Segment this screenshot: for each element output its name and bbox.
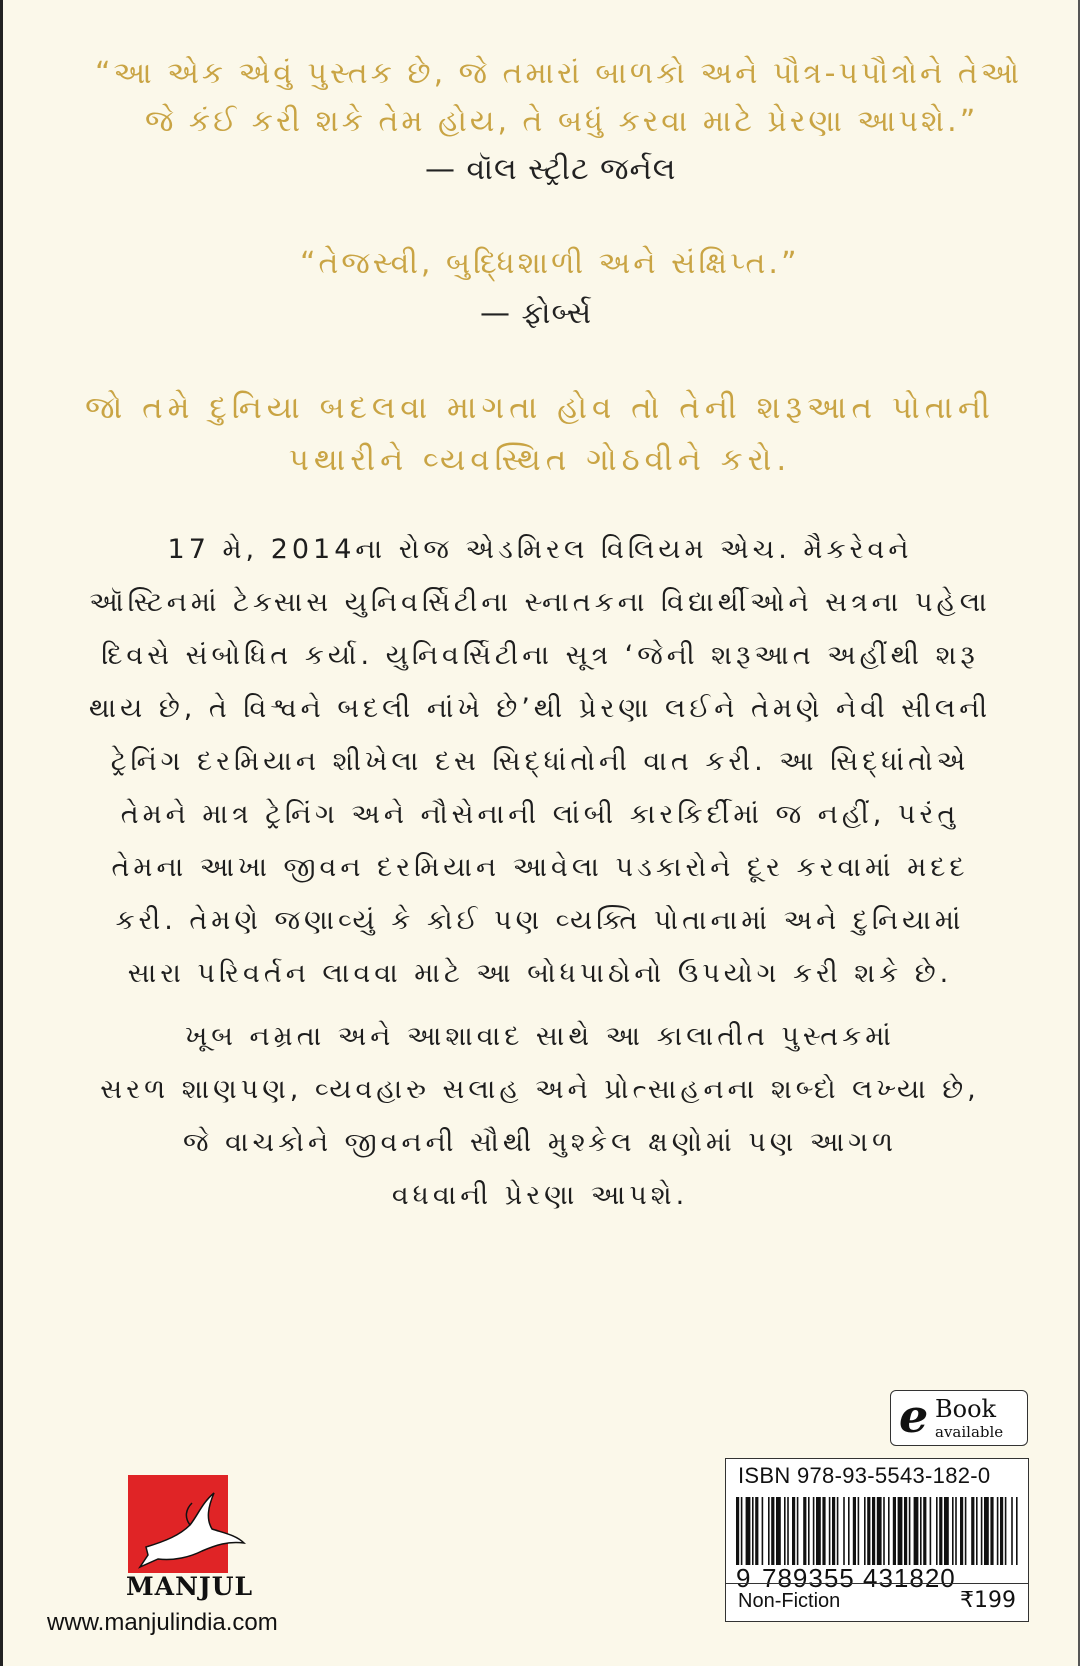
barcode-bar (843, 1497, 845, 1565)
barcode-bar (904, 1497, 907, 1565)
description-line: જે વાચકોને જીવનની સૌથી મુશ્કેલ ક્ષણોમાં પણ આગળ (182, 1127, 898, 1158)
barcode-bar (955, 1497, 957, 1565)
barcode-bar (867, 1497, 870, 1565)
description-line: દિવસે સંબોધિત કર્યા. યુનિવર્સિટીના સૂત્ર ‘જેની શરૂઆત અહીંથી શરૂ (101, 640, 979, 671)
barcode-bar (872, 1497, 875, 1565)
barcode-bar (829, 1497, 831, 1565)
ebook-e-glyph: e (899, 1389, 929, 1443)
barcode-bar (952, 1497, 954, 1565)
barcode-bar (776, 1497, 781, 1565)
description-line: થાય છે, તે વિશ્વને બદલી નાંખે છે’થી પ્રેરણા લઈને તેમણે નેવી સીલની (88, 693, 992, 724)
barcode-bar (909, 1497, 911, 1565)
barcode-number-first: 9 (736, 1563, 752, 1593)
description-line: ટ્રેનિંગ દરમિયાન શીખેલા દસ સિદ્ધાંતોની વાત કરી. આ સિદ્ધાંતોએ (110, 746, 970, 777)
barcode-bar (883, 1497, 885, 1565)
description-line: 17 મે, 2014ના રોજ એડમિરલ વિલિયમ એચ. મૈકરેવને (167, 534, 913, 565)
barcode-bar (746, 1497, 751, 1565)
barcode-bar (997, 1497, 999, 1565)
barcode-bar (923, 1497, 926, 1565)
ebook-book-label: Book (935, 1395, 997, 1423)
ebook-available-label: available (935, 1423, 1004, 1441)
ebook-available-badge (890, 1390, 1028, 1446)
description-line: તેમના આખા જીવન દરમિયાન આવેલા પડકારોને દૂર કરવામાં મદદ (111, 852, 969, 883)
barcode-bar (741, 1497, 743, 1565)
barcode-bar (792, 1497, 795, 1565)
isbn-footer (726, 1583, 1028, 1622)
barcode-bar (803, 1497, 806, 1565)
barcode-bar (784, 1497, 786, 1565)
description-line: તેમને માત્ર ટ્રેનિંગ અને નૌસેનાની લાંબી કારકિર્દીમાં જ નહીં, પરંતુ (120, 799, 960, 830)
price-label: ₹199 (960, 1588, 1016, 1613)
barcode-bar (762, 1497, 764, 1565)
quote-wsj (95, 50, 1025, 194)
barcode-bar (936, 1497, 938, 1565)
barcode-bar (837, 1497, 839, 1565)
barcode-bar (1016, 1497, 1018, 1565)
genre-label: Non-Fiction (738, 1590, 841, 1612)
quote-wsj-attribution: — વૉલ સ્ટ્રીટ જર્નલ (425, 152, 677, 187)
barcode-bar (797, 1497, 799, 1565)
barcode-bar (944, 1497, 949, 1565)
description-line: સરળ શાણપણ, વ્યવહારુ સલાહ અને પ્રોત્સાહનના શબ્દો લખ્યા છે, (100, 1074, 980, 1105)
quote-wsj-line1: “આ એક એવું પુસ્તક છે, જે તમારાં બાળકો અને પૌત્ર-પપૌત્રોને તેઓ (95, 56, 1022, 91)
barcode-icon (736, 1497, 1018, 1565)
description-line: વધવાની પ્રેરણા આપશે. (391, 1180, 689, 1211)
barcode-bar (768, 1497, 770, 1565)
description-line: કરી. તેમણે જણાવ્યું કે કોઈ પણ વ્યક્તિ પોતાનામાં અને દુનિયામાં (115, 905, 965, 936)
publisher-website: www.manjulindia.com (47, 1609, 278, 1636)
quote-forbes-attribution: — ફોર્બ્સ (480, 296, 593, 331)
quote-wsj-line2: જે કંઈ કરી શકે તેમ હોય, તે બધું કરવા માટે પ્રેરણા આપશે.” (145, 104, 979, 139)
barcode-bar (832, 1497, 835, 1565)
barcode-bar (981, 1497, 983, 1565)
barcode-bar (813, 1497, 815, 1565)
barcode-bar (888, 1497, 890, 1565)
barcode-bar (822, 1497, 825, 1565)
description-line: ખૂબ નમ્રતા અને આશાવાદ સાથે આ કાલાતીત પુસ્તકમાં (185, 1021, 895, 1052)
barcode-bar (771, 1497, 774, 1565)
barcode-bar (893, 1497, 896, 1565)
barcode-bar (965, 1497, 967, 1565)
barcode-bar (1005, 1497, 1007, 1565)
barcode-bar (877, 1497, 882, 1565)
barcode-bar (976, 1497, 978, 1565)
barcode-bar (736, 1497, 739, 1565)
description-paragraph-2 (60, 1010, 1020, 1222)
barcode-bar (920, 1497, 922, 1565)
barcode-bar (971, 1497, 974, 1565)
barcode-number-rest: 789355 431820 (762, 1563, 956, 1593)
barcode-bar (808, 1497, 810, 1565)
tagline-line1: જો તમે દુનિયા બદલવા માગતા હોવ તો તેની શરૂઆત પોતાની (85, 390, 995, 426)
isbn-block (725, 1458, 1029, 1622)
description-line: ઑસ્ટિનમાં ટેક્સાસ યુનિવર્સિટીના સ્નાતકના વિદ્યાર્થીઓને સત્રના પહેલા (89, 587, 991, 618)
barcode-bar (755, 1497, 758, 1565)
barcode-bar (914, 1497, 919, 1565)
barcode-bar (984, 1497, 989, 1565)
barcode-bar (1011, 1497, 1013, 1565)
description-paragraph-1 (60, 523, 1020, 1000)
publisher-name: MANJUL (126, 1572, 254, 1601)
barcode-bar (816, 1497, 821, 1565)
tagline (60, 382, 1020, 486)
manjul-logo-icon (128, 1475, 246, 1585)
barcode-bar (990, 1497, 993, 1565)
tagline-line2: પથારીને વ્યવસ્થિત ગોઠવીને કરો. (288, 442, 792, 478)
barcode-bar (960, 1497, 963, 1565)
barcode-bar (930, 1497, 932, 1565)
barcode-bar (864, 1497, 866, 1565)
barcode-bar (853, 1497, 856, 1565)
quote-forbes (300, 240, 1000, 338)
barcode-bar (787, 1497, 789, 1565)
isbn-label: ISBN 978-93-5543-182-0 (738, 1463, 991, 1488)
barcode-bar (1000, 1497, 1003, 1565)
barcode-bar (848, 1497, 850, 1565)
barcode-bar (752, 1497, 754, 1565)
barcode-bar (858, 1497, 860, 1565)
description-line: સારા પરિવર્તન લાવવા માટે આ બોધપાઠોનો ઉપયોગ કરી શકે છે. (127, 958, 953, 989)
quote-forbes-text: “તેજસ્વી, બુદ્ધિશાળી અને સંક્ષિપ્ત.” (300, 246, 800, 281)
barcode-bar (939, 1497, 942, 1565)
barcode-bar (898, 1497, 903, 1565)
